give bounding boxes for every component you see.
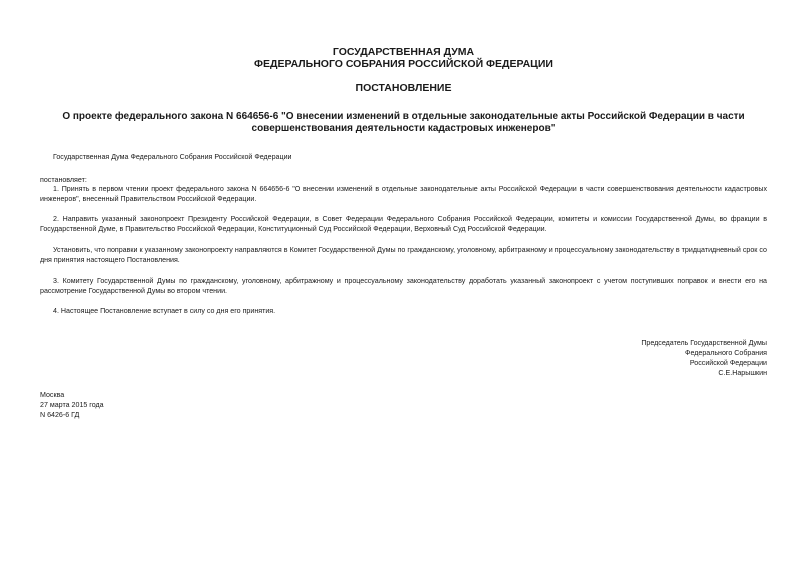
- date: 27 марта 2015 года: [40, 401, 104, 409]
- signatory-name: С.Е.Нарышкин: [718, 369, 767, 377]
- issuer-line-2: ФЕДЕРАЛЬНОГО СОБРАНИЯ РОССИЙСКОЙ ФЕДЕРАЦИИ: [254, 58, 553, 70]
- document-type: ПОСТАНОВЛЕНИЕ: [355, 82, 452, 94]
- decides-line: постановляет:: [40, 176, 87, 184]
- paragraph-3: 3. Комитету Государственной Думы по гражданскому, уголовному, арбитражному и процессуальному законодательству доработать указанный законопроект с учетом поступивших поправок и внести его на рассмотрение Государственной Думы во втором чтении.: [40, 277, 767, 295]
- authority-line: Государственная Дума Федерального Собрания Российской Федерации: [53, 153, 292, 161]
- document-subject: О проекте федерального закона N 664656-6 "О внесении изменений в отдельные законодательные акты Российской Федерации в части совершенствования деятельности кадастровых инженеров": [62, 111, 745, 134]
- document-number: N 6426-6 ГД: [40, 411, 80, 419]
- paragraph-2: 2. Направить указанный законопроект Президенту Российской Федерации, в Совет Федерации Федерального Собрания Российской Федерации, комитеты и комиссии Государственной Думы, во фракции в Государственной Думе, в Правительство Российской Федерации, Конституционный Суд Российской Федерации, Верховный Суд Российской Федерации.: [40, 215, 767, 233]
- paragraph-4: 4. Настоящее Постановление вступает в силу со дня его принятия.: [53, 307, 276, 315]
- signature-title-2: Федерального Собрания: [685, 349, 767, 357]
- paragraph-1: 1. Принять в первом чтении проект федерального закона N 664656-6 "О внесении изменений в отдельные законодательные акты Российской Федерации в части совершенствования деятельности кадастровых инженеров", внесенный Правительством Российской Федерации.: [40, 185, 767, 203]
- paragraph-amendments-term: Установить, что поправки к указанному законопроекту направляются в Комитет Государственной Думы по гражданскому, уголовному, арбитражному и процессуальному законодательству в тридцатидневный срок со дня принятия настоящего Постановления.: [40, 246, 767, 264]
- signature-block: [641, 338, 767, 378]
- signature-title-3: Российской Федерации: [689, 359, 767, 367]
- city: Москва: [40, 391, 65, 399]
- issuer-heading: [0, 46, 807, 70]
- signature-title-1: Председатель Государственной Думы: [641, 339, 767, 347]
- place-date-number: [40, 390, 104, 420]
- issuer-line-1: ГОСУДАРСТВЕННАЯ ДУМА: [332, 46, 475, 58]
